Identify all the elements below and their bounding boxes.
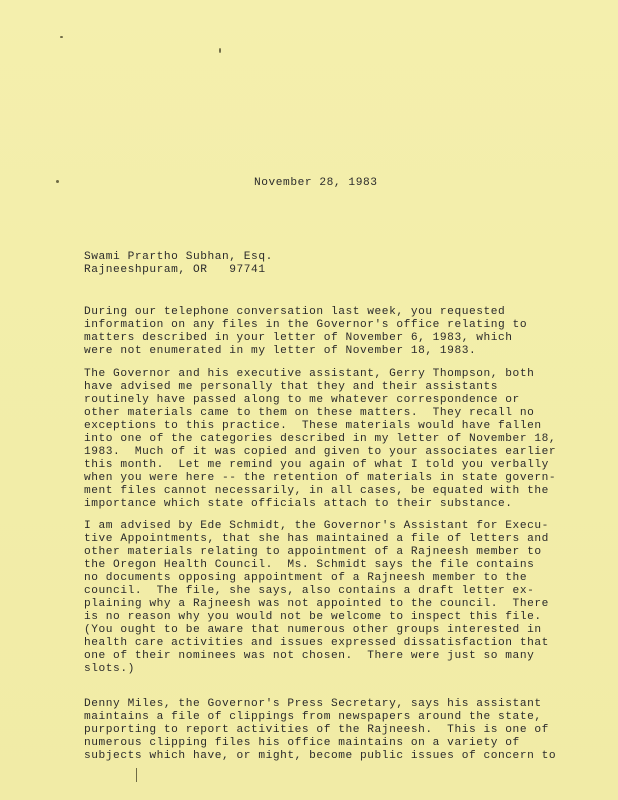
paragraph-3-line: is no reason why you would not be welcome to inspect this file. [84, 611, 542, 623]
paragraph-2-line: this month. Let me remind you again of what I told you verbally [84, 459, 549, 471]
paragraph-4-line: maintains a file of clippings from newspapers around the state, [84, 711, 542, 723]
paragraph-3-line: plaining why a Rajneesh was not appointed to the council. There [84, 598, 549, 610]
paragraph-4-line: subjects which have, or might, become public issues of concern to [84, 750, 557, 762]
paragraph-1-line: matters described in your letter of November 6, 1983, which [84, 332, 513, 344]
paragraph-3-line: health care activities and issues expressed dissatisfaction that [84, 637, 549, 649]
paper-speck [136, 768, 137, 782]
paragraph-2-line: have advised me personally that they and their assistants [84, 381, 499, 393]
paragraph-4-line: numerous clipping files his office maintains on a variety of [84, 737, 520, 749]
paragraph-4-line: purporting to report activities of the Rajneesh. This is one of [84, 724, 549, 736]
paragraph-2-line: routinely have passed along to me whatever correspondence or [84, 394, 520, 406]
paragraph-3-line: one of their nominees was not chosen. There were just so many [84, 650, 535, 662]
recipient-address: Rajneeshpuram, OR 97741 [84, 264, 266, 276]
paragraph-2-line: importance which state officials attach to their substance. [84, 498, 513, 510]
paragraph-2-line: ment files cannot necessarily, in all cases, be equated with the [84, 485, 549, 497]
paragraph-1-line: were not enumerated in my letter of November 18, 1983. [84, 345, 477, 357]
paragraph-2-line: when you were here -- the retention of materials in state govern- [84, 472, 557, 484]
paragraph-3-line: council. The file, she says, also contains a draft letter ex- [84, 585, 535, 597]
paragraph-3-line: tive Appointments, that she has maintained a file of letters and [84, 533, 549, 545]
paragraph-2-line: exceptions to this practice. These materials would have fallen [84, 420, 542, 432]
paper-speck [56, 180, 59, 183]
paragraph-2-line: The Governor and his executive assistant, Gerry Thompson, both [84, 368, 535, 380]
paragraph-3-line: I am advised by Ede Schmidt, the Governor's Assistant for Execu- [84, 520, 549, 532]
paragraph-3-line: the Oregon Health Council. Ms. Schmidt says the file contains [84, 559, 535, 571]
paragraph-2-line: 1983. Much of it was copied and given to your associates earlier [84, 446, 557, 458]
paper-speck [219, 48, 221, 53]
paragraph-3-line: (You ought to be aware that numerous other groups interested in [84, 624, 542, 636]
letter-date: November 28, 1983 [254, 177, 378, 189]
paragraph-1-line: information on any files in the Governor's office relating to [84, 319, 528, 331]
recipient-name: Swami Prartho Subhan, Esq. [84, 251, 273, 263]
paragraph-3-line: no documents opposing appointment of a Rajneesh member to the [84, 572, 528, 584]
paragraph-2-line: other materials came to them on these matters. They recall no [84, 407, 535, 419]
paragraph-4-line: Denny Miles, the Governor's Press Secretary, says his assistant [84, 698, 542, 710]
paragraph-1-line: During our telephone conversation last week, you requested [84, 306, 506, 318]
paragraph-3-line: slots.) [84, 663, 135, 675]
paragraph-2-line: into one of the categories described in my letter of November 18, [84, 433, 557, 445]
paper-speck [60, 36, 63, 38]
paragraph-3-line: other materials relating to appointment of a Rajneesh member to [84, 546, 542, 558]
